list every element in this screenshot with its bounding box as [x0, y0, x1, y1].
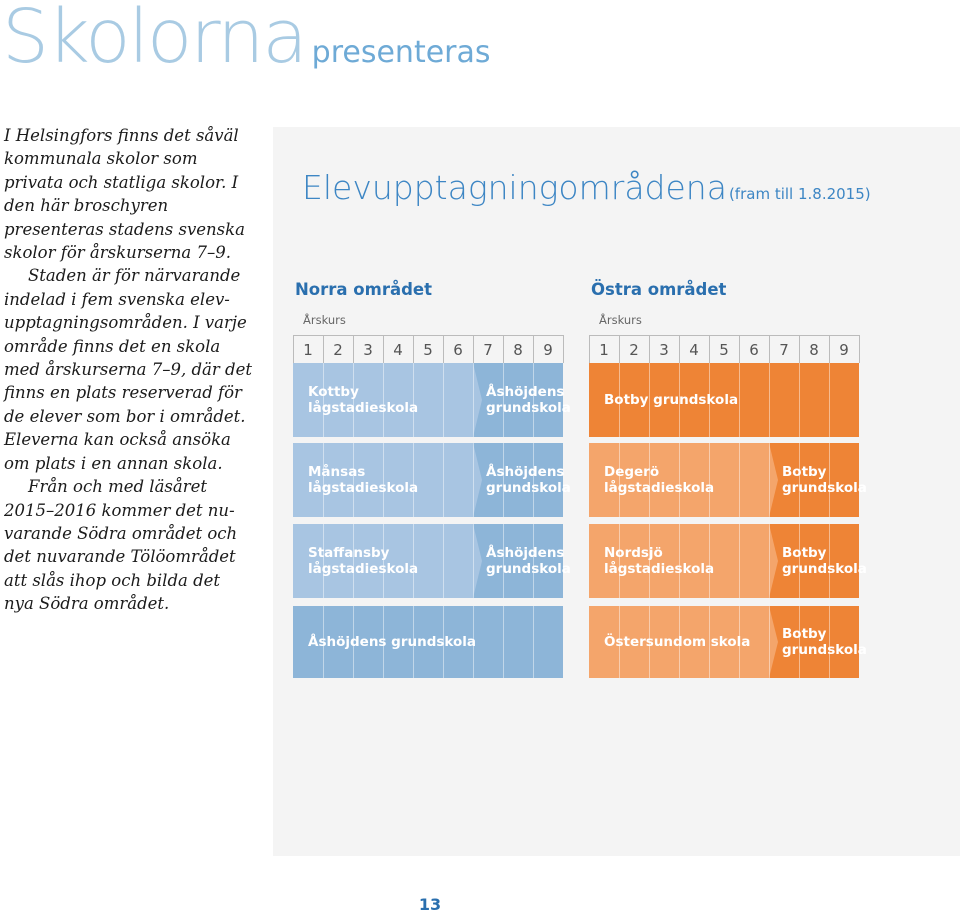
- grade-number: 1: [303, 341, 313, 359]
- grade-column-divider: [353, 606, 354, 678]
- grade-column-divider: [413, 606, 414, 678]
- grade-column-divider: [829, 363, 830, 437]
- grade-column-divider: [473, 363, 474, 437]
- school-label-upper: Botby grundskola: [782, 545, 867, 577]
- grade-number: 8: [809, 341, 819, 359]
- grade-column-divider: [503, 606, 504, 678]
- grade-column-divider: [413, 524, 414, 598]
- grade-column-divider: [799, 524, 800, 598]
- grade-column-divider: [413, 363, 414, 437]
- grade-column-divider: [353, 524, 354, 598]
- school-label: Åshöjdens grundskola: [308, 634, 477, 650]
- school-label-lower: Nordsjö lågstadieskola: [604, 545, 715, 577]
- grade-label-norra: Årskurs: [303, 313, 346, 327]
- school-label-upper: Åshöjdens grundskola: [486, 384, 571, 416]
- school-label-lower: Kottby lågstadieskola: [308, 384, 419, 416]
- grade-column-divider: [769, 606, 770, 678]
- grade-column-divider: [619, 606, 620, 678]
- grade-column-divider: [473, 606, 474, 678]
- grade-column-divider: [709, 363, 710, 437]
- grade-column-divider: [503, 443, 504, 517]
- grade-number: 9: [543, 341, 553, 359]
- grade-column-divider: [503, 524, 504, 598]
- grade-column-divider: [383, 524, 384, 598]
- grade-column-divider: [619, 363, 620, 437]
- grade-column-divider: [679, 524, 680, 598]
- grade-number: 2: [629, 341, 639, 359]
- grade-column-divider: [649, 606, 650, 678]
- region-title-ostra: Östra området: [591, 280, 727, 299]
- grade-tick: [859, 335, 860, 363]
- grade-column-divider: [829, 524, 830, 598]
- grade-column-divider: [533, 443, 534, 517]
- grade-number: 8: [513, 341, 523, 359]
- grade-column-divider: [473, 443, 474, 517]
- grade-column-divider: [739, 363, 740, 437]
- intro-text: [4, 124, 254, 616]
- intro-paragraph-2: Staden är för närvarande indelad i fem svenska elevupptagningsområden. I varje område finns det en skola med årskurserna 7–9, där det finns en plats reserverad för de elever som bor i området. Eleverna kan också ansöka om plats i en annan skola.: [4, 266, 252, 473]
- page-title: [2, 0, 491, 80]
- grade-column-divider: [799, 443, 800, 517]
- page-number: 13: [418, 895, 442, 914]
- grade-number: 7: [483, 341, 493, 359]
- grade-number: 6: [453, 341, 463, 359]
- grade-column-divider: [709, 606, 710, 678]
- grade-column-divider: [443, 443, 444, 517]
- grade-column-divider: [739, 443, 740, 517]
- diagram-heading-sub: (fram till 1.8.2015): [728, 185, 871, 203]
- school-label-upper: Åshöjdens grundskola: [486, 464, 571, 496]
- grade-column-divider: [503, 363, 504, 437]
- grade-column-divider: [323, 363, 324, 437]
- grade-column-divider: [533, 524, 534, 598]
- grade-number: 6: [749, 341, 759, 359]
- grade-number: 5: [719, 341, 729, 359]
- grade-column-divider: [323, 443, 324, 517]
- grade-tick: [563, 335, 564, 363]
- school-label: Botby grundskola: [604, 392, 739, 408]
- grade-column-divider: [799, 363, 800, 437]
- grade-column-divider: [679, 606, 680, 678]
- grade-number: 4: [689, 341, 699, 359]
- grade-column-divider: [769, 524, 770, 598]
- grade-number: 5: [423, 341, 433, 359]
- grade-column-divider: [473, 524, 474, 598]
- school-label-lower: Degerö lågstadieskola: [604, 464, 715, 496]
- grade-column-divider: [443, 524, 444, 598]
- grade-column-divider: [383, 363, 384, 437]
- grade-column-divider: [739, 524, 740, 598]
- grade-column-divider: [323, 524, 324, 598]
- school-label-lower: Staffansby lågstadieskola: [308, 545, 419, 577]
- grade-column-divider: [383, 606, 384, 678]
- diagram-heading: [302, 168, 871, 207]
- grade-column-divider: [679, 363, 680, 437]
- grade-column-divider: [649, 363, 650, 437]
- grade-column-divider: [829, 443, 830, 517]
- grade-column-divider: [709, 443, 710, 517]
- grade-column-divider: [443, 363, 444, 437]
- grade-number: 7: [779, 341, 789, 359]
- grade-column-divider: [769, 363, 770, 437]
- grade-column-divider: [323, 606, 324, 678]
- grade-column-divider: [533, 363, 534, 437]
- grade-column-divider: [443, 606, 444, 678]
- school-label-lower: Östersundom skola: [604, 634, 751, 650]
- grade-number: 1: [599, 341, 609, 359]
- grade-column-divider: [739, 606, 740, 678]
- grade-column-divider: [679, 443, 680, 517]
- school-label-upper: Botby grundskola: [782, 464, 867, 496]
- grade-number: 3: [659, 341, 669, 359]
- grade-column-divider: [649, 443, 650, 517]
- grade-column-divider: [649, 524, 650, 598]
- grade-number: 3: [363, 341, 373, 359]
- grade-column-divider: [383, 443, 384, 517]
- grade-column-divider: [799, 606, 800, 678]
- title-sub: presenteras: [311, 35, 491, 70]
- grade-column-divider: [533, 606, 534, 678]
- grade-column-divider: [353, 443, 354, 517]
- grade-column-divider: [353, 363, 354, 437]
- grade-column-divider: [413, 443, 414, 517]
- intro-paragraph-3: Från och med läsåret 2015–2016 kommer det nuvarande Södra området och det nuvarande Tölöområdet att slås ihop och bilda det nya Södra området.: [4, 477, 238, 614]
- grade-number: 9: [839, 341, 849, 359]
- school-label-lower: Månsas lågstadieskola: [308, 464, 419, 496]
- grade-column-divider: [829, 606, 830, 678]
- school-label-upper: Åshöjdens grundskola: [486, 545, 571, 577]
- grade-column-divider: [619, 443, 620, 517]
- grade-label-ostra: Årskurs: [599, 313, 642, 327]
- grade-number: 4: [393, 341, 403, 359]
- grade-column-divider: [769, 443, 770, 517]
- title-main: Skolorna: [2, 0, 306, 80]
- intro-paragraph-1: I Helsingfors finns det såväl kommunala skolor som privata och statliga skolor. I den här broschyren presenteras stadens svenska skolor för årskurserna 7–9.: [4, 126, 245, 263]
- region-title-norra: Norra området: [295, 280, 432, 299]
- school-label-upper: Botby grundskola: [782, 626, 867, 658]
- diagram-heading-main: Elevupptagningområdena: [302, 168, 727, 207]
- grade-number: 2: [333, 341, 343, 359]
- grade-column-divider: [709, 524, 710, 598]
- grade-column-divider: [619, 524, 620, 598]
